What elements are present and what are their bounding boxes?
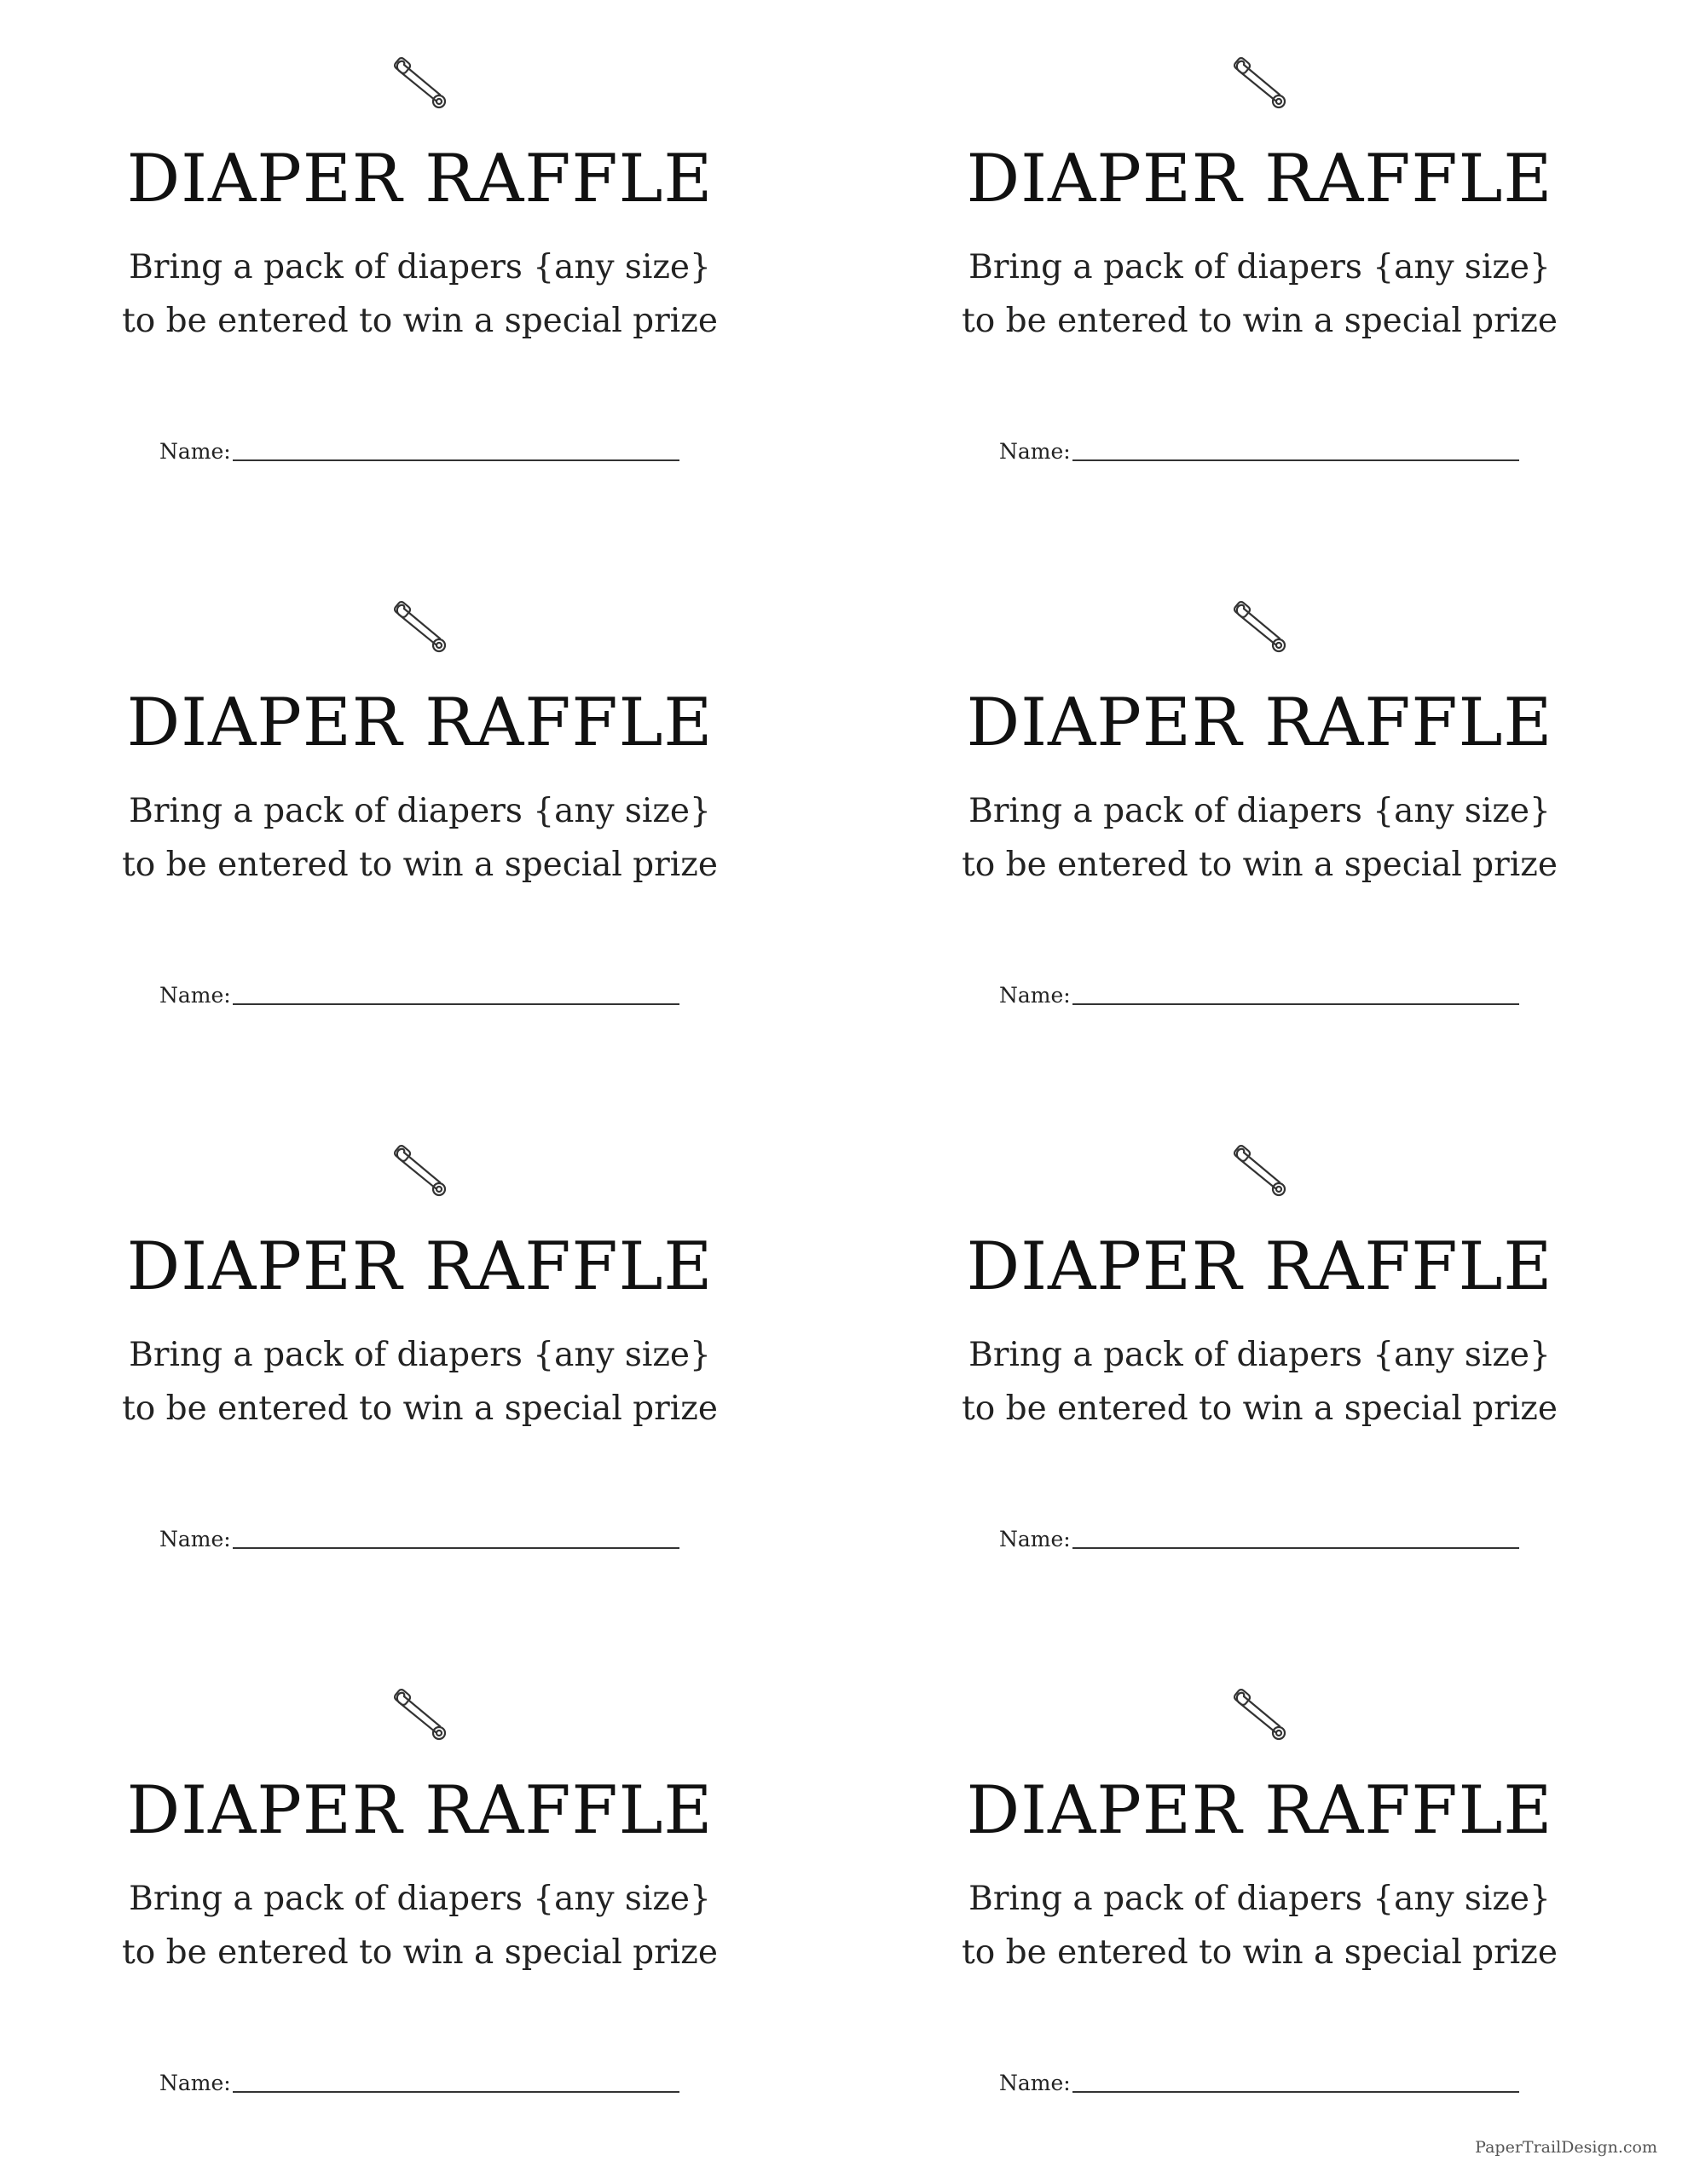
name-label: Name:	[159, 983, 231, 1008]
name-label: Name:	[999, 1527, 1071, 1551]
safety-pin-icon	[390, 56, 450, 116]
safety-pin-icon	[1230, 600, 1290, 660]
name-label: Name:	[999, 2071, 1071, 2095]
raffle-title: DIAPER RAFFLE	[126, 1228, 714, 1305]
description-line-1: Bring a pack of diapers {any size}	[129, 1336, 711, 1374]
raffle-description	[0, 240, 840, 348]
name-blank-line[interactable]	[1072, 1003, 1519, 1005]
description-line-1: Bring a pack of diapers {any size}	[129, 1880, 711, 1918]
name-field[interactable]	[999, 974, 1519, 1008]
raffle-ticket	[0, 544, 840, 1088]
name-field[interactable]	[159, 974, 679, 1008]
description-line-1: Bring a pack of diapers {any size}	[968, 1880, 1551, 1918]
name-blank-line[interactable]	[1072, 459, 1519, 461]
raffle-title: DIAPER RAFFLE	[966, 685, 1553, 761]
raffle-title: DIAPER RAFFLE	[126, 685, 714, 761]
raffle-ticket	[840, 1632, 1679, 2175]
name-blank-line[interactable]	[233, 2091, 679, 2093]
raffle-description	[840, 1872, 1679, 1979]
raffle-title: DIAPER RAFFLE	[966, 1228, 1553, 1305]
name-field[interactable]	[159, 430, 679, 465]
safety-pin-icon	[1230, 1144, 1290, 1204]
description-line-2: to be entered to win a special prize	[962, 302, 1558, 340]
name-field[interactable]	[159, 1518, 679, 1552]
description-line-2: to be entered to win a special prize	[122, 302, 718, 340]
description-line-1: Bring a pack of diapers {any size}	[129, 792, 711, 830]
name-label: Name:	[159, 439, 231, 464]
safety-pin-icon	[390, 1688, 450, 1748]
raffle-ticket	[840, 544, 1679, 1088]
safety-pin-icon	[390, 600, 450, 660]
raffle-title: DIAPER RAFFLE	[966, 1772, 1553, 1849]
safety-pin-icon	[390, 1144, 450, 1204]
raffle-ticket	[840, 0, 1679, 544]
name-blank-line[interactable]	[233, 459, 679, 461]
description-line-2: to be entered to win a special prize	[962, 1390, 1558, 1428]
raffle-title: DIAPER RAFFLE	[966, 141, 1553, 217]
description-line-1: Bring a pack of diapers {any size}	[129, 248, 711, 286]
name-field[interactable]	[159, 2062, 679, 2096]
name-field[interactable]	[999, 430, 1519, 465]
name-label: Name:	[159, 2071, 231, 2095]
raffle-description	[840, 784, 1679, 892]
name-label: Name:	[999, 439, 1071, 464]
raffle-title: DIAPER RAFFLE	[126, 1772, 714, 1849]
description-line-2: to be entered to win a special prize	[122, 1933, 718, 1972]
name-field[interactable]	[999, 2062, 1519, 2096]
name-blank-line[interactable]	[233, 1003, 679, 1005]
name-blank-line[interactable]	[1072, 2091, 1519, 2093]
raffle-description	[840, 1328, 1679, 1436]
description-line-1: Bring a pack of diapers {any size}	[968, 792, 1551, 830]
name-field[interactable]	[999, 1518, 1519, 1552]
raffle-ticket	[840, 1088, 1679, 1632]
raffle-description	[0, 1872, 840, 1979]
name-label: Name:	[999, 983, 1071, 1008]
raffle-ticket	[0, 0, 840, 544]
raffle-description	[840, 240, 1679, 348]
description-line-1: Bring a pack of diapers {any size}	[968, 1336, 1551, 1374]
raffle-description	[0, 784, 840, 892]
name-blank-line[interactable]	[233, 1547, 679, 1549]
description-line-2: to be entered to win a special prize	[962, 846, 1558, 884]
description-line-2: to be entered to win a special prize	[962, 1933, 1558, 1972]
description-line-2: to be entered to win a special prize	[122, 846, 718, 884]
website-credit: PaperTrailDesign.com	[1475, 2138, 1657, 2157]
raffle-title: DIAPER RAFFLE	[126, 141, 714, 217]
raffle-description	[0, 1328, 840, 1436]
raffle-ticket	[0, 1632, 840, 2175]
safety-pin-icon	[1230, 56, 1290, 116]
description-line-2: to be entered to win a special prize	[122, 1390, 718, 1428]
safety-pin-icon	[1230, 1688, 1290, 1748]
name-blank-line[interactable]	[1072, 1547, 1519, 1549]
description-line-1: Bring a pack of diapers {any size}	[968, 248, 1551, 286]
raffle-ticket	[0, 1088, 840, 1632]
name-label: Name:	[159, 1527, 231, 1551]
